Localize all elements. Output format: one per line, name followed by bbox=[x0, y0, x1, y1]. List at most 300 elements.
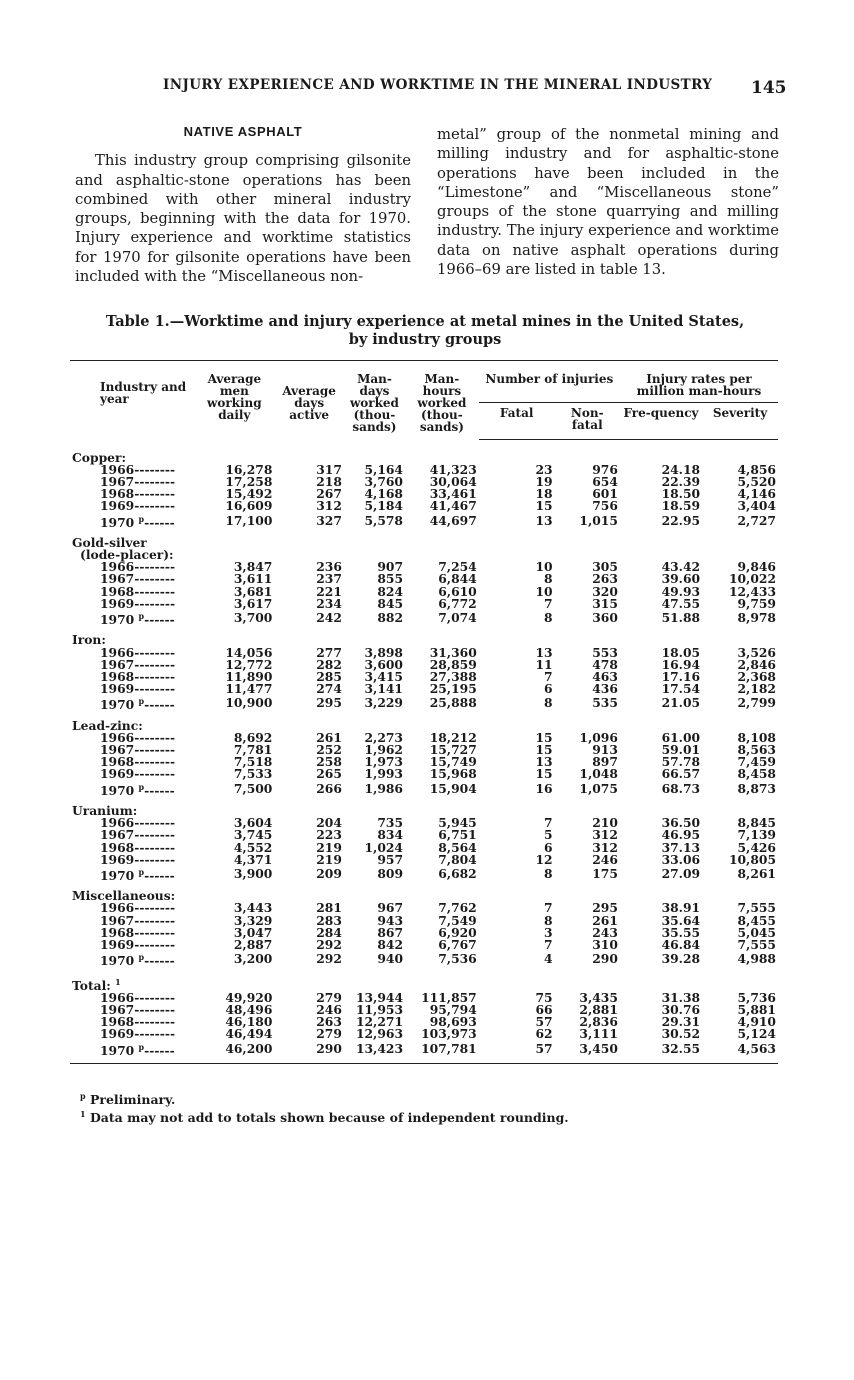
severity-cell: 4,856 bbox=[737, 461, 776, 477]
frequency-cell: 57.78 bbox=[661, 754, 701, 770]
year-cell: 1968-------- bbox=[100, 1014, 176, 1030]
frequency-cell: 18.50 bbox=[661, 486, 701, 502]
avg-days-cell: 236 bbox=[316, 559, 342, 575]
group-name bbox=[70, 882, 778, 902]
avg-men-cell: 11,477 bbox=[225, 681, 273, 697]
avg-days-cell: 242 bbox=[316, 610, 342, 626]
man-days-cell: 11,953 bbox=[355, 1002, 403, 1018]
fatal-cell: 10 bbox=[535, 559, 553, 575]
avg-men-cell: 8,692 bbox=[233, 729, 273, 745]
year-value: 1968 bbox=[100, 924, 135, 940]
frequency-cell: 66.57 bbox=[661, 766, 701, 782]
fatal-cell: 7 bbox=[544, 668, 553, 684]
year-value: 1969 bbox=[100, 595, 135, 611]
avg-days-cell: 265 bbox=[316, 766, 342, 782]
group-footnote-mark: 1 bbox=[115, 976, 121, 987]
man-days-cell: 882 bbox=[377, 610, 403, 626]
fatal-cell: 11 bbox=[535, 656, 553, 672]
avg-days-cell: 252 bbox=[316, 742, 342, 758]
man-days-cell: 907 bbox=[377, 559, 403, 575]
year-cell: 1969-------- bbox=[100, 851, 176, 867]
avg-days-cell: 295 bbox=[316, 695, 342, 711]
fatal-cell: 10 bbox=[535, 583, 553, 599]
worktime-injury-table bbox=[70, 360, 778, 1064]
year-cell: 1969-------- bbox=[100, 498, 176, 514]
year-cell: 1970 $^p$------ bbox=[100, 866, 175, 884]
footnote-preliminary bbox=[80, 1089, 569, 1107]
footnotes bbox=[80, 1089, 569, 1125]
frequency-cell: 29.31 bbox=[661, 1014, 701, 1030]
man-days-cell: 940 bbox=[377, 951, 403, 967]
header-average-days: Average days active bbox=[274, 361, 344, 440]
man-days-cell: 1,973 bbox=[364, 754, 403, 770]
severity-cell: 12,433 bbox=[728, 583, 776, 599]
avg-men-cell: 14,056 bbox=[225, 644, 273, 660]
year-value: 1968 bbox=[100, 583, 135, 599]
avg-men-cell: 3,900 bbox=[233, 866, 273, 882]
avg-days-cell: 219 bbox=[316, 851, 342, 867]
nonfatal-cell: 263 bbox=[592, 571, 618, 587]
fatal-cell: 8 bbox=[544, 571, 553, 587]
avg-days-cell: 261 bbox=[316, 729, 342, 745]
severity-cell: 2,368 bbox=[737, 668, 776, 684]
fatal-cell: 13 bbox=[535, 754, 553, 770]
fatal-cell: 23 bbox=[535, 461, 553, 477]
nonfatal-cell: 463 bbox=[592, 668, 618, 684]
avg-men-cell: 2,887 bbox=[233, 937, 273, 953]
year-value: 1968 bbox=[100, 668, 135, 684]
group-name bbox=[70, 439, 778, 464]
preliminary-mark: p bbox=[138, 781, 145, 792]
table-row bbox=[70, 768, 778, 780]
fatal-cell: 7 bbox=[544, 595, 553, 611]
frequency-cell: 39.28 bbox=[661, 951, 701, 967]
avg-men-cell: 3,604 bbox=[233, 815, 273, 831]
severity-cell: 2,846 bbox=[737, 656, 776, 672]
preliminary-mark: p bbox=[138, 1041, 145, 1052]
fatal-cell: 15 bbox=[535, 766, 553, 782]
severity-cell: 10,022 bbox=[728, 571, 776, 587]
fatal-cell: 8 bbox=[544, 866, 553, 882]
man-hours-cell: 7,254 bbox=[438, 559, 477, 575]
nonfatal-cell: 261 bbox=[592, 912, 618, 928]
footnote-rounding bbox=[80, 1107, 569, 1125]
year-cell: 1968-------- bbox=[100, 754, 176, 770]
avg-days-cell: 292 bbox=[316, 951, 342, 967]
man-days-cell: 1,986 bbox=[364, 780, 403, 796]
year-cell: 1970 $^p$------ bbox=[100, 952, 175, 969]
fatal-cell: 8 bbox=[544, 695, 553, 711]
frequency-cell: 33.06 bbox=[661, 851, 701, 867]
man-hours-cell: 111,857 bbox=[421, 989, 477, 1005]
preliminary-mark: p bbox=[138, 952, 145, 963]
year-cell: 1967-------- bbox=[100, 1002, 176, 1018]
table-row bbox=[70, 695, 778, 711]
avg-men-cell: 3,617 bbox=[233, 595, 273, 611]
avg-days-cell: 234 bbox=[316, 595, 342, 611]
frequency-cell: 17.54 bbox=[661, 681, 701, 697]
avg-men-cell: 7,518 bbox=[233, 754, 273, 770]
man-hours-cell: 41,467 bbox=[429, 498, 477, 514]
man-days-cell: 3,898 bbox=[364, 644, 403, 660]
avg-men-cell: 7,500 bbox=[233, 780, 273, 796]
year-cell: 1967-------- bbox=[100, 656, 176, 672]
frequency-cell: 59.01 bbox=[661, 742, 701, 758]
severity-cell: 4,563 bbox=[702, 1041, 778, 1064]
severity-cell: 8,455 bbox=[737, 912, 776, 928]
avg-days-cell: 258 bbox=[316, 754, 342, 770]
avg-days-cell: 219 bbox=[316, 839, 342, 855]
frequency-cell: 21.05 bbox=[661, 695, 701, 711]
header-frequency: Fre-quency bbox=[620, 402, 702, 439]
nonfatal-cell: 243 bbox=[592, 924, 618, 940]
year-cell: 1968-------- bbox=[100, 668, 176, 684]
group-label: Gold-silver bbox=[72, 534, 147, 550]
nonfatal-cell: 535 bbox=[592, 695, 618, 711]
nonfatal-cell: 478 bbox=[592, 656, 618, 672]
frequency-cell: 46.84 bbox=[661, 937, 701, 953]
avg-days-cell: 218 bbox=[316, 473, 342, 489]
frequency-cell: 22.39 bbox=[661, 473, 701, 489]
avg-days-cell: 204 bbox=[316, 815, 342, 831]
nonfatal-cell: 312 bbox=[592, 839, 618, 855]
nonfatal-cell: 360 bbox=[592, 610, 618, 626]
nonfatal-cell: 320 bbox=[592, 583, 618, 599]
severity-cell: 8,261 bbox=[737, 866, 776, 882]
group-label: Lead-zinc: bbox=[72, 717, 143, 733]
table-body bbox=[70, 439, 778, 1063]
table-row bbox=[70, 1028, 778, 1040]
severity-cell: 8,845 bbox=[737, 815, 776, 831]
man-hours-cell: 30,064 bbox=[429, 473, 477, 489]
severity-cell: 5,045 bbox=[737, 924, 776, 940]
man-days-cell: 3,415 bbox=[364, 668, 403, 684]
man-hours-cell: 6,844 bbox=[438, 571, 477, 587]
man-days-cell: 12,963 bbox=[355, 1026, 403, 1042]
right-paragraph: metal” group of the nonmetal mining and milling industry and for asphaltic-stone operations have been included in the “Limestone” and “Miscellaneous stone” groups of the stone quarrying and milling industry. The injury experience and worktime data on native asphalt operations during 1966–69 are listed in table 13. bbox=[437, 126, 779, 279]
man-hours-cell: 25,888 bbox=[429, 695, 477, 711]
year-cell: 1967-------- bbox=[100, 827, 176, 843]
frequency-cell: 36.50 bbox=[661, 815, 701, 831]
year-value: 1966 bbox=[100, 729, 135, 745]
man-days-cell: 1,024 bbox=[364, 839, 403, 855]
year-value: 1967 bbox=[100, 742, 135, 758]
running-title: INJURY EXPERIENCE AND WORKTIME IN THE MINERAL INDUSTRY bbox=[163, 77, 713, 93]
fatal-cell: 4 bbox=[544, 951, 553, 967]
table-row bbox=[70, 854, 778, 866]
year-cell: 1966-------- bbox=[100, 815, 176, 831]
header-average-men: Average men working daily bbox=[194, 361, 274, 440]
man-hours-cell: 41,323 bbox=[429, 461, 477, 477]
group-label: Total: bbox=[72, 977, 111, 993]
man-hours-cell: 15,968 bbox=[429, 766, 477, 782]
man-hours-cell: 27,388 bbox=[429, 668, 477, 684]
frequency-cell: 31.38 bbox=[661, 989, 701, 1005]
nonfatal-cell: 290 bbox=[592, 951, 618, 967]
avg-men-cell: 4,552 bbox=[233, 839, 273, 855]
man-days-cell: 3,760 bbox=[364, 473, 403, 489]
severity-cell: 7,555 bbox=[737, 937, 776, 953]
avg-days-cell: 283 bbox=[316, 912, 342, 928]
man-hours-cell: 7,074 bbox=[438, 610, 477, 626]
table-caption-line-1: Table 1.—Worktime and injury experience at metal mines in the United States, bbox=[105, 313, 745, 330]
avg-days-cell: 285 bbox=[316, 668, 342, 684]
fatal-cell: 15 bbox=[535, 729, 553, 745]
fatal-cell: 57 bbox=[479, 1041, 555, 1064]
avg-men-cell: 11,890 bbox=[225, 668, 273, 684]
frequency-cell: 35.55 bbox=[661, 924, 701, 940]
group-name bbox=[70, 626, 778, 646]
avg-men-cell: 3,700 bbox=[233, 610, 273, 626]
severity-cell: 2,727 bbox=[737, 512, 776, 528]
man-days-cell: 957 bbox=[377, 851, 403, 867]
man-hours-cell: 8,564 bbox=[438, 839, 477, 855]
year-cell: 1966-------- bbox=[100, 989, 176, 1005]
frequency-cell: 17.16 bbox=[661, 668, 701, 684]
nonfatal-cell: 1,096 bbox=[579, 729, 618, 745]
man-hours-cell: 7,762 bbox=[438, 900, 477, 916]
avg-men-cell: 16,609 bbox=[225, 498, 273, 514]
group-label: Uranium: bbox=[72, 802, 138, 818]
man-days-cell: 12,271 bbox=[355, 1014, 403, 1030]
nonfatal-cell: 913 bbox=[592, 742, 618, 758]
man-days-cell: 2,273 bbox=[364, 729, 403, 745]
table-row bbox=[70, 1041, 778, 1064]
avg-days-cell: 277 bbox=[316, 644, 342, 660]
avg-men-cell: 10,900 bbox=[225, 695, 273, 711]
man-days-cell: 842 bbox=[377, 937, 403, 953]
fatal-cell: 7 bbox=[544, 937, 553, 953]
severity-cell: 7,139 bbox=[737, 827, 776, 843]
group-header-row bbox=[70, 529, 778, 549]
frequency-cell: 37.13 bbox=[661, 839, 701, 855]
year-value: 1970 bbox=[100, 514, 135, 530]
frequency-cell: 30.52 bbox=[661, 1026, 701, 1042]
man-hours-cell: 6,682 bbox=[438, 866, 477, 882]
frequency-cell: 49.93 bbox=[661, 583, 701, 599]
man-days-cell: 855 bbox=[377, 571, 403, 587]
frequency-cell: 47.55 bbox=[661, 595, 701, 611]
frequency-cell: 24.18 bbox=[661, 461, 701, 477]
frequency-cell: 43.42 bbox=[661, 559, 701, 575]
avg-men-cell: 7,533 bbox=[233, 766, 273, 782]
man-hours-cell: 7,536 bbox=[438, 951, 477, 967]
section-heading: NATIVE ASPHALT bbox=[183, 124, 303, 139]
man-days-cell: 3,141 bbox=[364, 681, 403, 697]
preliminary-mark: p bbox=[138, 611, 145, 622]
frequency-cell: 18.59 bbox=[661, 498, 701, 514]
nonfatal-cell: 210 bbox=[592, 815, 618, 831]
man-days-cell: 735 bbox=[377, 815, 403, 831]
nonfatal-cell: 175 bbox=[592, 866, 618, 882]
fatal-cell: 7 bbox=[544, 900, 553, 916]
nonfatal-cell: 295 bbox=[592, 900, 618, 916]
nonfatal-cell: 315 bbox=[592, 595, 618, 611]
nonfatal-cell: 310 bbox=[592, 937, 618, 953]
table-row bbox=[70, 951, 778, 967]
nonfatal-cell: 246 bbox=[592, 851, 618, 867]
year-value: 1968 bbox=[100, 1014, 135, 1030]
year-cell: 1966-------- bbox=[100, 900, 176, 916]
preliminary-mark: p bbox=[138, 513, 145, 524]
man-days-cell: 4,168 bbox=[364, 486, 403, 502]
severity-cell: 8,873 bbox=[737, 780, 776, 796]
severity-cell: 3,526 bbox=[737, 644, 776, 660]
year-value: 1970 bbox=[100, 612, 135, 628]
severity-cell: 7,459 bbox=[737, 754, 776, 770]
year-value: 1969 bbox=[100, 937, 135, 953]
avg-men-cell: 4,371 bbox=[233, 851, 273, 867]
table-row bbox=[70, 598, 778, 610]
avg-days-cell: 266 bbox=[316, 780, 342, 796]
severity-cell: 9,759 bbox=[737, 595, 776, 611]
avg-days-cell: 263 bbox=[316, 1014, 342, 1030]
nonfatal-cell: 3,111 bbox=[579, 1026, 618, 1042]
fatal-cell: 5 bbox=[544, 827, 553, 843]
nonfatal-cell: 756 bbox=[592, 498, 618, 514]
severity-cell: 5,124 bbox=[737, 1026, 776, 1042]
man-hours-cell: 6,751 bbox=[438, 827, 477, 843]
avg-men-cell: 3,329 bbox=[233, 912, 273, 928]
man-days-cell: 5,164 bbox=[364, 461, 403, 477]
year-value: 1970 bbox=[100, 868, 135, 884]
table-row bbox=[70, 781, 778, 797]
nonfatal-cell: 3,450 bbox=[555, 1041, 620, 1064]
nonfatal-cell: 436 bbox=[592, 681, 618, 697]
year-cell: 1970 $^p$------ bbox=[100, 696, 175, 713]
avg-men-cell: 17,258 bbox=[225, 473, 273, 489]
avg-men-cell: 48,496 bbox=[225, 1002, 273, 1018]
avg-days-cell: 209 bbox=[316, 866, 342, 882]
year-value: 1970 bbox=[100, 953, 135, 969]
man-hours-cell: 15,904 bbox=[429, 780, 477, 796]
header-man-days: Man-days worked (thou-sands) bbox=[344, 361, 405, 440]
year-cell: 1969-------- bbox=[100, 766, 176, 782]
nonfatal-cell: 2,881 bbox=[579, 1002, 618, 1018]
avg-days-cell: 281 bbox=[316, 900, 342, 916]
man-hours-cell: 15,727 bbox=[429, 742, 477, 758]
avg-days-cell: 267 bbox=[316, 486, 342, 502]
man-days-cell: 3,229 bbox=[364, 695, 403, 711]
year-value: 1966 bbox=[100, 989, 135, 1005]
year-cell: 1967-------- bbox=[100, 912, 176, 928]
group-label: Copper: bbox=[72, 449, 127, 465]
group-header-row bbox=[70, 968, 778, 992]
man-days-cell: 5,184 bbox=[364, 498, 403, 514]
frequency-cell: 46.95 bbox=[661, 827, 701, 843]
nonfatal-cell: 305 bbox=[592, 559, 618, 575]
avg-days-cell: 290 bbox=[274, 1041, 344, 1064]
year-cell: 1970 $^p$------ bbox=[70, 1041, 194, 1064]
severity-cell: 4,910 bbox=[737, 1014, 776, 1030]
frequency-cell: 38.91 bbox=[661, 900, 701, 916]
avg-days-cell: 221 bbox=[316, 583, 342, 599]
man-hours-cell: 107,781 bbox=[405, 1041, 479, 1064]
severity-cell: 2,799 bbox=[737, 695, 776, 711]
frequency-cell: 16.94 bbox=[661, 656, 701, 672]
group-label-cont: (lode-placer): bbox=[80, 547, 174, 563]
severity-cell: 2,182 bbox=[737, 681, 776, 697]
year-cell: 1968-------- bbox=[100, 839, 176, 855]
year-cell: 1969-------- bbox=[100, 681, 176, 697]
fatal-cell: 15 bbox=[535, 742, 553, 758]
avg-men-cell: 7,781 bbox=[233, 742, 273, 758]
header-injury-rates: Injury rates per million man-hours bbox=[620, 361, 778, 403]
man-hours-cell: 6,767 bbox=[438, 937, 477, 953]
fatal-cell: 8 bbox=[544, 912, 553, 928]
man-hours-cell: 6,772 bbox=[438, 595, 477, 611]
year-value: 1969 bbox=[100, 766, 135, 782]
year-value: 1969 bbox=[100, 498, 135, 514]
year-cell: 1967-------- bbox=[100, 742, 176, 758]
header-industry: Industry and year bbox=[70, 361, 194, 440]
year-cell: 1966-------- bbox=[100, 559, 176, 575]
year-value: 1966 bbox=[100, 644, 135, 660]
year-cell: 1970 $^p$------ bbox=[100, 781, 175, 798]
avg-men-cell: 3,611 bbox=[233, 571, 273, 587]
preliminary-mark: p bbox=[138, 696, 145, 707]
nonfatal-cell: 2,836 bbox=[579, 1014, 618, 1030]
year-cell: 1967-------- bbox=[100, 571, 176, 587]
man-hours-cell: 98,693 bbox=[429, 1014, 477, 1030]
man-days-cell: 824 bbox=[377, 583, 403, 599]
year-value: 1969 bbox=[100, 1026, 135, 1042]
year-value: 1966 bbox=[100, 461, 135, 477]
fatal-cell: 6 bbox=[544, 681, 553, 697]
year-value: 1967 bbox=[100, 1002, 135, 1018]
avg-days-cell: 279 bbox=[316, 1026, 342, 1042]
left-column bbox=[75, 122, 411, 286]
frequency-cell: 39.60 bbox=[661, 571, 701, 587]
preliminary-mark: p bbox=[138, 866, 145, 877]
avg-men-cell: 16,278 bbox=[225, 461, 273, 477]
man-hours-cell: 25,195 bbox=[429, 681, 477, 697]
year-value: 1967 bbox=[100, 656, 135, 672]
year-cell: 1968-------- bbox=[100, 924, 176, 940]
severity-cell: 8,978 bbox=[737, 610, 776, 626]
group-header-row bbox=[70, 439, 778, 464]
footnote-1-mark: 1 bbox=[80, 1109, 86, 1120]
year-value: 1969 bbox=[100, 851, 135, 867]
frequency-cell: 22.95 bbox=[661, 512, 701, 528]
avg-days-cell: 279 bbox=[316, 989, 342, 1005]
group-name bbox=[70, 529, 778, 549]
severity-cell: 5,881 bbox=[737, 1002, 776, 1018]
frequency-cell: 61.00 bbox=[661, 729, 701, 745]
year-value: 1966 bbox=[100, 900, 135, 916]
man-days-cell: 13,423 bbox=[344, 1041, 405, 1064]
avg-men-cell: 3,745 bbox=[233, 827, 273, 843]
left-paragraph: This industry group comprising gilsonite and asphaltic-stone operations has been combined with other mineral industry groups, beginning with the data for 1970. Injury experience and worktime statistics for 1970 for gilsonite operations have been included with the “Miscellaneous non- bbox=[75, 152, 411, 286]
group-name bbox=[70, 968, 778, 992]
avg-days-cell: 284 bbox=[316, 924, 342, 940]
avg-men-cell: 15,492 bbox=[225, 486, 273, 502]
table-row bbox=[70, 500, 778, 512]
nonfatal-cell: 654 bbox=[592, 473, 618, 489]
year-value: 1967 bbox=[100, 827, 135, 843]
right-column bbox=[437, 125, 779, 279]
man-hours-cell: 6,610 bbox=[438, 583, 477, 599]
man-hours-cell: 18,212 bbox=[429, 729, 477, 745]
avg-days-cell: 274 bbox=[316, 681, 342, 697]
table-caption bbox=[70, 313, 780, 349]
man-days-cell: 1,993 bbox=[364, 766, 403, 782]
frequency-cell: 18.05 bbox=[661, 644, 701, 660]
group-name bbox=[70, 797, 778, 817]
fatal-cell: 3 bbox=[544, 924, 553, 940]
avg-men-cell: 17,100 bbox=[225, 512, 273, 528]
man-days-cell: 1,962 bbox=[364, 742, 403, 758]
